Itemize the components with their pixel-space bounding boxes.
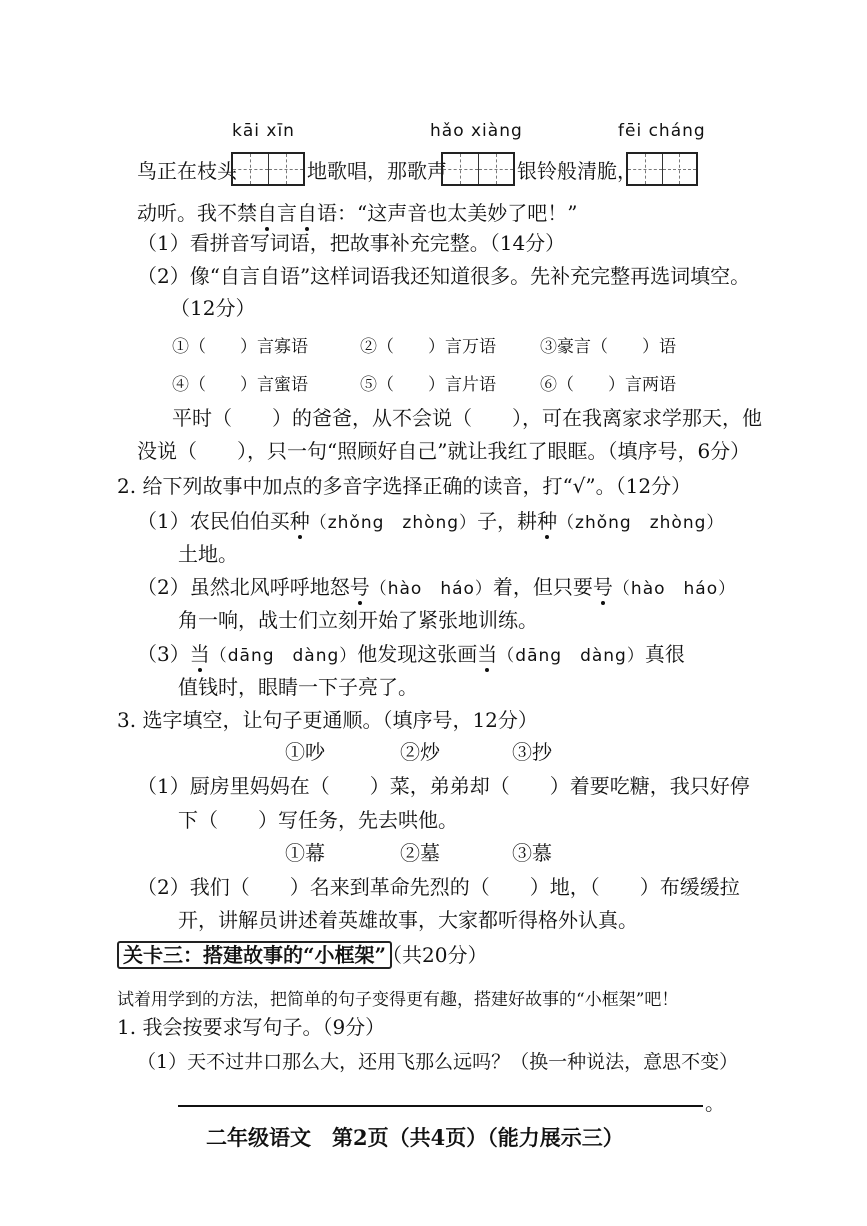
- q2-item1-end: 土地。: [178, 542, 238, 566]
- idiom-option-1: ①（ ）言寡语: [172, 337, 308, 357]
- q1-part1: （1）看拼音写词语，把故事补充完整。（14分）: [137, 231, 566, 255]
- answer-grid-feichang[interactable]: [626, 152, 698, 186]
- q3-option: ①吵: [285, 740, 325, 764]
- section3-tag: 关卡三：搭建故事的“小框架”: [117, 941, 392, 969]
- q1-part2-score: （12分）: [170, 296, 256, 320]
- story-seg2: 地歌唱，那歌声: [307, 159, 447, 183]
- pinyin-choice[interactable]: （hào háo）: [369, 579, 493, 599]
- pinyin-feichang: fēi cháng: [618, 121, 706, 141]
- q3-option: ③抄: [512, 740, 552, 764]
- fill-sentence-line1: 平时（ ）的爸爸，从不会说（ ），可在我离家求学那天，他: [172, 406, 762, 430]
- story-seg3: 银铃般清脆，: [517, 159, 637, 183]
- idiom-option-4: ④（ ）言蜜语: [172, 375, 308, 395]
- page-footer: 二年级语文 第2页（共4页）（能力展示三）: [206, 1125, 624, 1150]
- q2-item1: （1）农民伯伯买种（zhǒng zhòng）子，耕种（zhǒng zhòng）: [137, 509, 725, 533]
- q3-option: ③慕: [512, 841, 552, 865]
- fill-sentence-line2: 没说（ ），只一句“照顾好自己”就让我红了眼眶。（填序号，6分）: [137, 439, 751, 463]
- q2-title: 2. 给下列故事中加点的多音字选择正确的读音，打“√”。（12分）: [117, 474, 692, 498]
- q3-sentence1-line2: 下（ ）写任务，先去哄他。: [178, 808, 458, 832]
- pinyin-choice[interactable]: （zhǒng zhòng）: [557, 513, 725, 533]
- dotted-char: 自: [297, 201, 317, 225]
- q3-sentence2-line1: （2）我们（ ）名来到革命先烈的（ ）地，（ ）布缓缓拉: [137, 875, 740, 899]
- polyphone-char: 当: [477, 642, 498, 666]
- q3-option: ①幕: [285, 841, 325, 865]
- q3-option: ②炒: [400, 740, 440, 764]
- pinyin-choice[interactable]: （zhǒng zhòng）: [309, 513, 478, 533]
- q2-item3-end: 值钱时，眼睛一下子亮了。: [178, 675, 418, 699]
- section3-intro: 试着用学到的方法，把简单的句子变得更有趣，搭建好故事的“小框架”吧！: [117, 990, 679, 1010]
- q3-title: 3. 选字填空，让句子更通顺。（填序号，12分）: [117, 708, 538, 732]
- section3-q1a: （1）天不过井口那么大，还用飞那么远吗？（换一种说法，意思不变）: [137, 1051, 739, 1073]
- polyphone-char: 号: [349, 575, 370, 599]
- q2-item2: （2）虽然北风呼呼地怒号（hào háo）着，但只要号（hào háo）: [137, 575, 737, 599]
- polyphone-char: 种: [537, 509, 558, 533]
- pinyin-kaixin: kāi xīn: [232, 121, 295, 141]
- q3-sentence1-line1: （1）厨房里妈妈在（ ）菜，弟弟却（ ）着要吃糖，我只好停: [137, 774, 750, 798]
- section3-header: [117, 942, 487, 968]
- polyphone-char: 当: [189, 642, 210, 666]
- q2-item3: （3）当（dāng dàng）他发现这张画当（dāng dàng）真很: [137, 642, 685, 666]
- polyphone-char: 种: [289, 509, 310, 533]
- dotted-char: 自: [257, 201, 277, 225]
- section3-score: （共20分）: [392, 943, 488, 967]
- q1-part2: （2）像“自言自语”这样词语我还知道很多。先补充完整再选词填空。: [137, 264, 751, 288]
- idiom-option-2: ②（ ）言万语: [360, 337, 496, 357]
- q2-item2-end: 角一响，战士们立刻开始了紧张地训练。: [178, 608, 538, 632]
- idiom-option-6: ⑥（ ）言两语: [540, 375, 676, 395]
- story-seg1: 鸟正在枝头: [137, 159, 237, 183]
- answer-grid-kaixin[interactable]: [231, 152, 305, 186]
- section3-q1: 1. 我会按要求写句子。（9分）: [117, 1015, 386, 1039]
- pinyin-choice[interactable]: （dāng dàng）: [209, 646, 358, 666]
- pinyin-choice[interactable]: （dāng dàng）: [497, 646, 645, 666]
- answer-grid-haoxiang[interactable]: [441, 152, 515, 186]
- q3-option: ②墓: [400, 841, 440, 865]
- idiom-option-5: ⑤（ ）言片语: [360, 375, 496, 395]
- answer-period: 。: [705, 1091, 725, 1115]
- answer-line[interactable]: [178, 1105, 703, 1107]
- pinyin-haoxiang: hǎo xiàng: [430, 121, 523, 141]
- story-line2: 动听。我不禁自言自语：“这声音也太美妙了吧！”: [137, 201, 578, 225]
- q3-sentence2-line2: 开，讲解员讲述着英雄故事，大家都听得格外认真。: [178, 908, 638, 932]
- pinyin-choice[interactable]: （hào háo）: [612, 579, 737, 599]
- idiom-option-3: ③豪言（ ）语: [540, 337, 676, 357]
- polyphone-char: 号: [592, 575, 613, 599]
